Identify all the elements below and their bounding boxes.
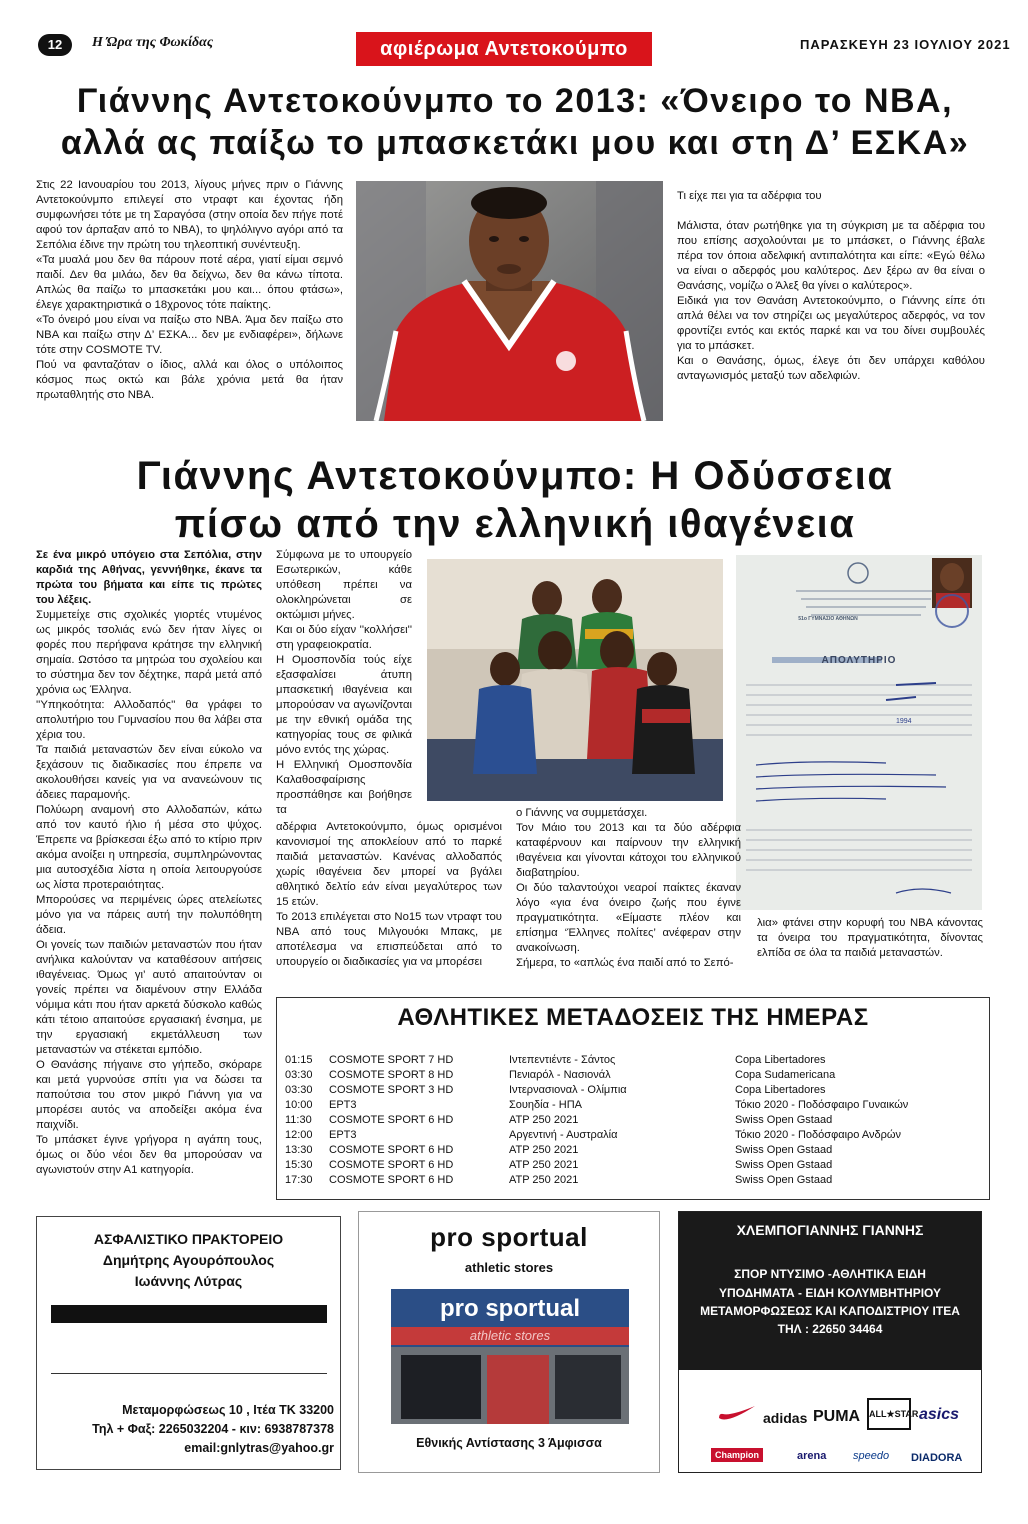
article2-column-1 (36, 548, 262, 1178)
tv-time: 11:30 (285, 1114, 312, 1126)
article2-para: Οι δύο ταλαντούχοι νεαροί παίκτες έκαναν λόγο «για ένα όνειρο ζωής που έγινε πραγματικότητα. «Είμαστε πλέον και επίσημα ‘Έλληνες πολίτες’ ανέφεραν στην ανακοίνωση. (516, 882, 741, 954)
insurance-address: Μεταμορφώσεως 10 , Ιτέα ΤΚ 33200 (122, 1403, 334, 1417)
tv-listing-row (285, 1083, 985, 1098)
tv-competition: Swiss Open Gstaad (735, 1174, 833, 1186)
tv-time: 10:00 (285, 1099, 313, 1111)
article2-para: Τον Μάιο του 2013 και τα δύο αδέρφια καταφέρνουν και παίρνουν την ελληνική ιθαγένεια και γίνονται κάτοχοι του ελληνικού διαβατηρίου. (516, 822, 741, 879)
tv-competition: Τόκιο 2020 - Ποδόσφαιρο Ανδρών (735, 1129, 901, 1141)
newspaper-name: Η Ώρα της Φωκίδας (92, 35, 214, 50)
store-sign-brand: pro sportual (439, 1295, 580, 1322)
article2-para: Σύμφωνα με το υπουργείο Εσωτερικών, κάθε υπόθεση πρέπει να ολοκληρώνεται σε οκτώμισι μήνες. (276, 549, 412, 621)
article2-para: Το 2013 επιλέγεται στο Νο15 των ντραφτ του NBA από τους Μιλγουόκι Μπακς, με αποτέλεσμα να επισπεύδεται από το υπουργείο οι διαδικασίες για να μπορέσει (276, 911, 502, 968)
tv-time: 13:30 (285, 1144, 313, 1156)
article1-para: «Τα μυαλά μου δεν θα πάρουν ποτέ αέρα, γιατί είμαι σεμνό παιδί. Δεν θα μιλάω, δεν θα δείχνω, δεν θα κάνω τίποτα. Απλώς θα παίζω το μπασκετάκι μου και... όπου φτάσω», έλεγε χαρακτηριστικά ο 18χρονος τότε παίκτης. (36, 254, 343, 311)
article2-column-4 (757, 916, 983, 961)
brand-champion: Champion (711, 1448, 763, 1462)
insurance-phone: Τηλ + Φαξ: 2265032204 - κιν: 6938787378 (92, 1422, 334, 1436)
tv-event: Ιντεπεντιέντε - Σάντος (509, 1054, 616, 1066)
tv-time: 03:30 (285, 1069, 313, 1081)
article1-right-column (677, 189, 985, 384)
brand-converse: ALL★STAR (867, 1398, 911, 1430)
article1-para: «Το όνειρό μου είναι να παίξω στο ΝΒΑ. Άμα δεν παίξω στο ΝΒΑ και παίξω στην Δ’ ΕΣΚΑ... δεν με ενδιαφέρει», δήλωνε τότε στην COSMOTE TV. (36, 314, 343, 356)
brand-asics: asics (919, 1406, 960, 1423)
prosportual-brand: pro sportual (430, 1222, 588, 1252)
tv-event: Αργεντινή - Αυστραλία (509, 1129, 618, 1141)
hlempogiannis-line2: ΥΠΟΔΗΜΑΤΑ - ΕΙΔΗ ΚΟΛΥΜΒΗΤΗΡΙΟΥ (718, 1286, 942, 1300)
store-sign-sub: athletic stores (469, 1328, 551, 1343)
prosportual-ad (358, 1211, 660, 1473)
tv-competition: Swiss Open Gstaad (735, 1144, 833, 1156)
tv-channel: COSMOTE SPORT 6 HD (329, 1144, 454, 1156)
tv-channel: COSMOTE SPORT 6 HD (329, 1114, 454, 1126)
article1-headline (40, 80, 990, 164)
article2-para: αδέρφια Αντετοκούνμπο, όμως ορισμένοι κανονισμοί της αποκλείουν από το παρκέ παιδιά μεταναστών. Κανένας αλλοδαπός χωρίς ιθαγένεια δεν μπορεί να βγάλει αθλητικό δελτίο εάν είναι μεγαλύτερος των 15 ετών. (276, 821, 502, 908)
tv-listing-row (285, 1158, 985, 1173)
brand-arena: arena (797, 1450, 827, 1462)
divider (51, 1373, 327, 1374)
tv-competition: Copa Sudamericana (735, 1069, 836, 1081)
store-door (487, 1355, 549, 1424)
school-certificate-image (736, 555, 982, 910)
article2-headline (40, 452, 990, 548)
tv-event: Πενιαρόλ - Νασιονάλ (509, 1069, 611, 1081)
article2-para: ο Γιάννης να συμμετάσχει. (516, 807, 648, 819)
article2-column-3 (516, 806, 741, 971)
tv-time: 12:00 (285, 1129, 313, 1141)
prosportual-address: Εθνικής Αντίστασης 3 Άμφισσα (416, 1436, 602, 1450)
tv-listing-row (285, 1053, 985, 1068)
store-window-right (555, 1355, 621, 1419)
tv-competition: Copa Libertadores (735, 1084, 826, 1096)
brand-diadora: DIADORA (911, 1452, 963, 1464)
tv-event: ATP 250 2021 (509, 1114, 579, 1126)
tv-listing-row (285, 1128, 985, 1143)
tv-channel: COSMOTE SPORT 7 HD (329, 1054, 454, 1066)
tv-competition: Swiss Open Gstaad (735, 1114, 833, 1126)
tv-competition: Copa Libertadores (735, 1054, 826, 1066)
article1-para: Πού να φανταζόταν ο ίδιος, αλλά και όλος ο υπόλοιπος κόσμος πως οκτώ και βάλε χρόνια μετά θα ήταν πρωταθλητής στο ΝΒΑ. (36, 359, 343, 401)
page-number: 12 (38, 34, 72, 56)
article2-headline-line1: Γιάννης Αντετοκούνμπο: Η Οδύσσεια (136, 454, 894, 498)
store-window-left (401, 1355, 481, 1419)
tv-listing-row (285, 1173, 985, 1188)
article2-para: Σήμερα, το «απλώς ένα παιδί από το Σεπό- (516, 957, 734, 969)
tv-time: 15:30 (285, 1159, 313, 1171)
article1-para: Ειδικά για τον Θανάση Αντετοκούνμπο, ο Γιάννης είπε ότι απλά θέλει να τον στηρίζει ως μεγαλύτερος αδερφός, να τον φροντίζει εντός και εκτός παρκέ και να του δίνει συμβουλές για το μπάσκετ. (677, 295, 985, 352)
section-tag: αφιέρωμα Αντετοκούμπο (356, 32, 652, 66)
tv-listings-box (276, 997, 990, 1200)
certificate-title: ΑΠΟΛΥΤΗΡΙΟ (821, 655, 897, 666)
article1-para: Στις 22 Ιανουαρίου του 2013, λίγους μήνες πριν ο Γιάννης Αντετοκούνμπο επιλεγεί στο ντραφτ και έχοντας ήδη συμφωνήσει τότε με τη Σαραγόσα (στην οποία δεν πήγε ποτέ αφού τον άρπαξαν από το ΝΒΑ), το ψηλόλιγνο αγόρι από τα Σεπόλια έδινε την πρώτη του τηλεοπτική συνέντευξη. (36, 179, 343, 251)
article2-para: Το μπάσκετ έγινε γρήγορα η αγάπη τους, όμως οι δύο νέοι δεν θα μπορούσαν να αγωνιστούν στην Α1 κατηγορία. (36, 1134, 262, 1176)
hlempogiannis-phone: ΤΗΛ : 22650 34464 (777, 1322, 883, 1336)
giannis-2013-photo (356, 181, 663, 421)
prosportual-subtitle: athletic stores (464, 1260, 554, 1275)
brothers-subheading: Τι είχε πει για τα αδέρφια του (677, 190, 822, 202)
brand-speedo: speedo (853, 1450, 890, 1462)
article2-lead: Σε ένα μικρό υπόγειο στα Σεπόλια, στην καρδιά της Αθήνας, γεννήθηκε, έκανε τα πρώτα του βήματα και είπε τις πρώτες του λέξεις. (36, 549, 262, 606)
tv-event: Σουηδία - ΗΠΑ (509, 1099, 582, 1111)
article2-column-2 (276, 548, 412, 818)
article1-headline-line2: αλλά ας παίξω το μπασκετάκι μου και στη Δ’ ΕΣΚΑ» (60, 124, 970, 162)
article2-para: Πολύωρη αναμονή στο Αλλοδαπών, κάτω από τον καυτό ήλιο ή μέσα στο ψύχος. Έπρεπε να βρίσκεσαι έξω από το κτίριο πριν ακόμα ανοίξει η υπηρεσία, συμπληρώνοντας μια αυτοσχέδια λίστα η οποία λειτουργούσε ως λίστα προτεραιότητας. (36, 804, 262, 891)
insurance-email: email:gnlytras@yahoo.gr (184, 1441, 334, 1455)
insurance-title: ΑΣΦΑΛΙΣΤΙΚΟ ΠΡΑΚΤΟΡΕΙΟ (93, 1231, 284, 1247)
tv-time: 03:30 (285, 1084, 313, 1096)
tv-time: 01:15 (285, 1054, 313, 1066)
hlempogiannis-ad (678, 1211, 982, 1473)
article2-para: Συμμετείχε στις σχολικές γιορτές ντυμένος ως μικρός τσολιάς ενώ δεν ήταν λίγες οι φορές που περήφανα κράτησε την ελληνική σημαία. Ωστόσο τα μητρώα του σχολείου και το σύστημα δεν τον δέχτηκε, παρά μετά από χρόνια ως Έλληνα. (36, 609, 262, 696)
tv-event: Ιντερνασιοναλ - Ολίμπια (509, 1084, 627, 1096)
hlempogiannis-title: ΧΛΕΜΠΟΓΙΑΝΝΗΣ ΓΙΑΝΝΗΣ (736, 1222, 924, 1238)
brand-adidas: adidas (763, 1410, 808, 1426)
article2-para: Και οι δύο είχαν ''κολλήσει'' στη γραφειοκρατία. (276, 624, 412, 651)
family-photo (427, 559, 723, 801)
certificate-school: 51ο ΓΥΜΝΑΣΙΟ ΑΘΗΝΩΝ (798, 616, 858, 622)
brand-puma: PUMA (813, 1408, 861, 1425)
insurance-black-bar (51, 1305, 327, 1323)
hlempogiannis-line3: ΜΕΤΑΜΟΡΦΩΣΕΩΣ ΚΑΙ ΚΑΠΟΔΙΣΤΡΙΟΥ ΙΤΕΑ (700, 1304, 960, 1318)
article1-headline-line1: Γιάννης Αντετοκούνμπο το 2013: «Όνειρο το NBA, (76, 82, 954, 120)
article2-para: Οι γονείς των παιδιών μεταναστών που ήταν ανήλικα καλούνταν να καταθέσουν αιτήσεις ιθαγένειας. Όμως γι’ αυτό απαιτούνταν οι γονείς πρέπει να διαμένουν στην Ελλάδα νόμιμα κάτι που ήταν αρκετά δύσκολο καθώς κάτι τέτοιο απαιτούσε εργασιακή ένσημα, με την εργασιακή εκμετάλλευση των μεταναστών να στέκεται εμπόδιο. (36, 939, 262, 1056)
store-front-photo (391, 1289, 629, 1424)
article2-para: Η Ομοσπονδία τούς είχε εξασφαλίσει άτυπη μπασκετική ιθαγένεια και μπορούσαν να αγωνίζονται με την εθνική ομάδα της κατηγορίας τους σε φιλικά μόνο εντός της χώρας. (276, 654, 412, 756)
tv-competition: Swiss Open Gstaad (735, 1159, 833, 1171)
tv-channel: ΕΡΤ3 (329, 1129, 357, 1141)
insurance-ad (36, 1216, 341, 1470)
tv-listing-row (285, 1068, 985, 1083)
article1-left-column (36, 178, 343, 403)
tv-competition: Τόκιο 2020 - Ποδόσφαιρο Γυναικών (735, 1099, 909, 1111)
tv-channel: ΕΡΤ3 (329, 1099, 357, 1111)
tv-channel: COSMOTE SPORT 6 HD (329, 1159, 454, 1171)
insurance-name-2: Ιωάννης Λύτρας (134, 1273, 243, 1289)
article1-para: Και ο Θανάσης, όμως, έλεγε ότι δεν υπάρχει καθόλου ανταγωνισμός μεταξύ των αδελφιών. (677, 355, 985, 382)
article2-headline-line2: πίσω από την ελληνική ιθαγένεια (174, 502, 856, 546)
nike-swoosh-icon (717, 1402, 757, 1424)
tv-channel: COSMOTE SPORT 6 HD (329, 1174, 454, 1186)
tv-listing-row (285, 1113, 985, 1128)
insurance-name-1: Δημήτρης Αγουρόπουλος (102, 1252, 275, 1268)
article2-para: Τα παιδιά μεταναστών δεν είναι εύκολο να ξεχάσουν τις διαδικασίες που έπρεπε να ακολουθήσει κανείς για να ανανεώνουν τις άδειες παραμονής. (36, 744, 262, 801)
article2-column-2-lower (276, 820, 502, 970)
article1-para: Μάλιστα, όταν ρωτήθηκε για τη σύγκριση με τα αδέρφια του που επίσης ασχολούνται με το μπάσκετ, ο Γιάννης έβαλε πέρα τον όποια αδελφική αντιπαλότητα και είπε: «Εγώ θέλω να είναι ο αδερφός μου καλύτερος. Δεν ξέρω αν θα είναι ο Θανάσης, νομίζω ο Άλεξ θα γίνει ο καλύτερος». (677, 220, 985, 292)
tv-channel: COSMOTE SPORT 3 HD (329, 1084, 454, 1096)
tv-listing-row (285, 1098, 985, 1113)
article2-para: Μπορούσες να περιμένεις ώρες ατελείωτες μόνο για να πάρεις αυτή την πολυπόθητη άδεια. (36, 894, 262, 936)
certificate-year: 1994 (896, 718, 912, 725)
tv-channel: COSMOTE SPORT 8 HD (329, 1069, 454, 1081)
article2-para: Η Ελληνική Ομοσπονδία Καλαθοσφαίρισης προσπάθησε και βοήθησε τα (276, 759, 412, 816)
issue-date: ΠΑΡΑΣΚΕΥΗ 23 ΙΟΥΛΙΟΥ 2021 (800, 37, 1011, 52)
article2-para: λια» φτάνει στην κορυφή του NBA κάνοντας τα όνειρα του πραγματικότητα, δίνοντας ελπίδα σε όλα τα παιδιά μεταναστών. (757, 917, 983, 959)
article2-para: Ο Θανάσης πήγαινε στο γήπεδο, σκόραρε και μετά γυρνούσε σπίτι για να δώσει τα παπούτσια του στον μικρό Γιάννη για να μπορέσει αυτός να αποδείξει ακόμα ένα παιχνίδι. (36, 1059, 262, 1131)
tv-listings-title: ΑΘΛΗΤΙΚΕΣ ΜΕΤΑΔΟΣΕΙΣ ΤΗΣ ΗΜΕΡΑΣ (397, 1004, 869, 1031)
article2-para: ''Υπηκοότητα: Αλλοδαπός'' θα γράφει το απολυτήριο του Γυμνασίου που θα λάβει στα χέρια του. (36, 699, 262, 741)
hlempogiannis-line1: ΣΠΟΡ ΝΤΥΣΙΜΟ -ΑΘΛΗΤΙΚΑ ΕΙΔΗ (734, 1267, 926, 1281)
tv-time: 17:30 (285, 1174, 313, 1186)
tv-event: ATP 250 2021 (509, 1144, 579, 1156)
tv-event: ATP 250 2021 (509, 1159, 579, 1171)
tv-event: ATP 250 2021 (509, 1174, 579, 1186)
tv-listing-row (285, 1143, 985, 1158)
